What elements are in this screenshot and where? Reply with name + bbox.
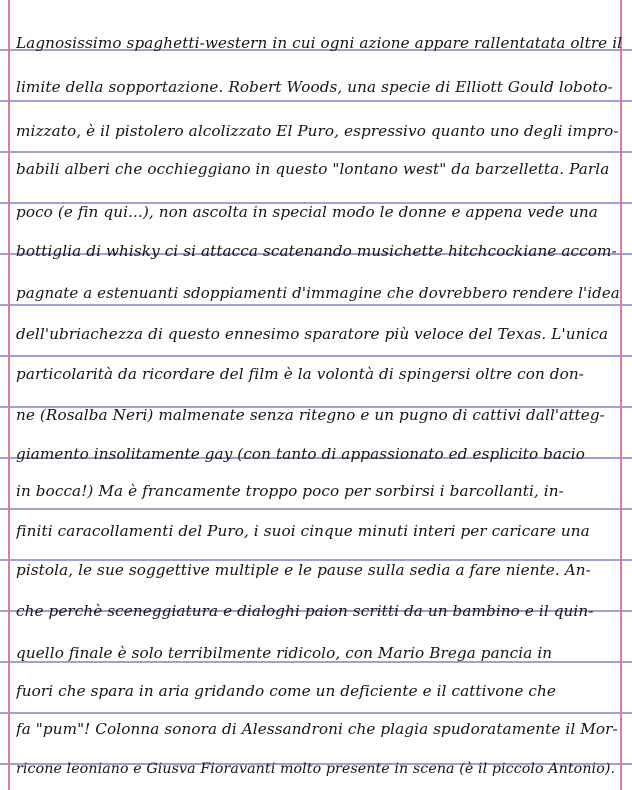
text-line-12: in bocca!) Ma è francamente troppo poco per sorbirsi i barcollanti, in- [16,482,564,500]
left-margin-line [8,0,10,790]
text-line-14: pistola, le sue soggettive multiple e le pause sulla sedia a fare niente. An- [16,561,591,579]
text-line-7: pagnate a estenuanti sdoppiamenti d'immagine che dovrebbero rendere l'idea [16,284,620,302]
text-line-17: fuori che spara in aria gridando come un deficiente e il cattivone che [16,682,556,700]
text-line-13: finiti caracollamenti del Puro, i suoi cinque minuti interi per caricare una [16,522,590,540]
text-line-11: giamento insolitamente gay (con tanto di appassionato ed esplicito bacio [16,445,585,463]
text-line-18: fa "pum"! Colonna sonora di Alessandroni che plagia spudoratamente il Mor- [16,720,618,738]
text-line-16: quello finale è solo terribilmente ridicolo, con Mario Brega pancia in [16,644,553,662]
text-line-6: bottiglia di whisky ci si attacca scatenando musichette hitchcockiane accom- [16,242,617,260]
text-line-15: che perchè sceneggiatura e dialoghi paion scritti da un bambino e il quin- [16,602,594,620]
text-line-19: ricone leoniano e Giusva Fioravanti molto presente in scena (è il piccolo Antonio). [16,761,616,777]
text-line-9: particolarità da ricordare del film è la volontà di spingersi oltre con don- [16,365,584,383]
text-line-3: mizzato, è il pistolero alcolizzato El Puro, espressivo quanto uno degli impro- [16,122,619,140]
text-line-2: limite della sopportazione. Robert Woods, una specie di Elliott Gould loboto- [16,78,613,96]
text-line-4: babili alberi che occhieggiano in questo "lontano west" da barzelletta. Parla [16,160,610,178]
text-line-8: dell'ubriachezza di questo ennesimo sparatore più veloce del Texas. L'unica [16,325,609,343]
text-line-5: poco (e fin qui...), non ascolta in special modo le donne e appena vede una [16,203,598,221]
text-line-10: ne (Rosalba Neri) malmenate senza ritegno e un pugno di cattivi dall'atteg- [16,406,605,424]
text-line-1: Lagnosissimo spaghetti-western in cui ogni azione appare rallentatata oltre il [16,34,622,52]
